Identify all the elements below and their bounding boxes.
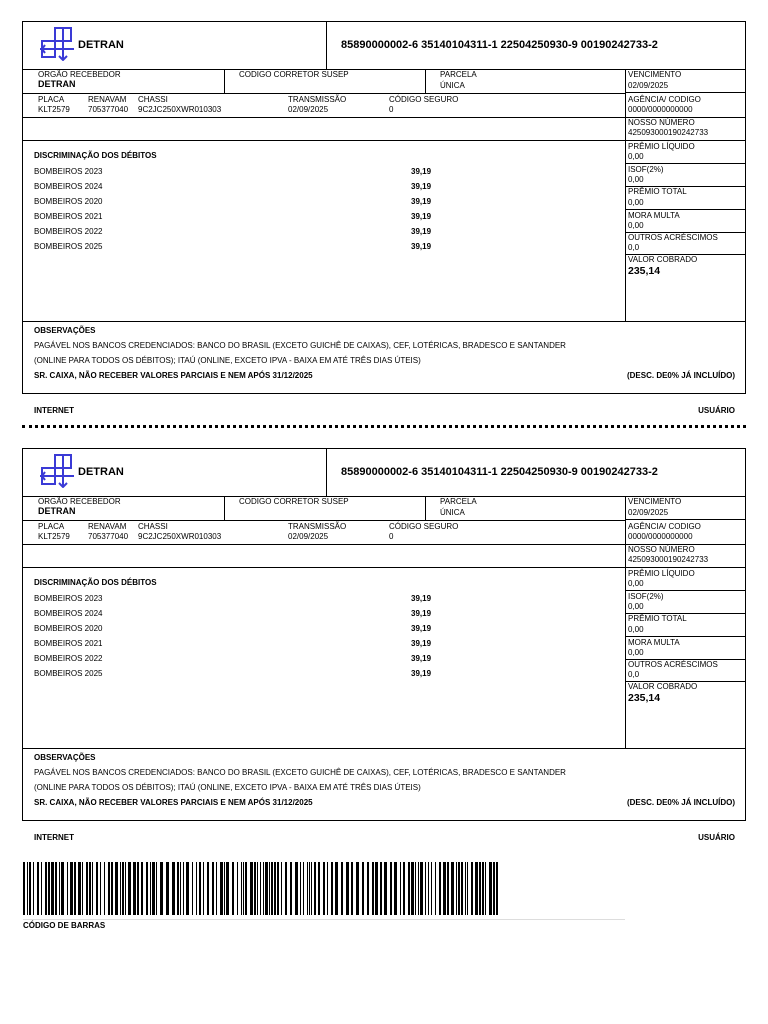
transmissao-value: 02/09/2025 — [288, 105, 329, 114]
debito-item-name: BOMBEIROS 2024 — [34, 609, 103, 618]
debito-item-name: BOMBEIROS 2023 — [34, 594, 103, 603]
premio-total-value: 0,00 — [628, 625, 644, 634]
debito-item-value: 39,19 — [411, 212, 432, 221]
placa-label: PLACA — [38, 95, 65, 104]
internet-label: INTERNET — [34, 406, 74, 415]
chassi-label: CHASSI — [138, 522, 168, 531]
placa-value: KLT2579 — [38, 105, 70, 114]
observacoes-line-2: (ONLINE PARA TODOS OS DÉBITOS); ITAÚ (ONLINE, EXCETO IPVA - BAIXA EM ATÉ TRÊS DIAS ÚTEIS) — [34, 783, 421, 792]
usuario-label: USUÁRIO — [698, 833, 735, 842]
debito-item-name: BOMBEIROS 2020 — [34, 624, 103, 633]
codigo-seguro-value: 0 — [389, 532, 394, 541]
debito-item-name: BOMBEIROS 2023 — [34, 167, 103, 176]
desconto-note: (DESC. DE0% JÁ INCLUÍDO) — [626, 798, 735, 807]
barcode-label: CÓDIGO DE BARRAS — [23, 921, 106, 930]
premio-liquido-label: PRÊMIO LÍQUIDO — [628, 569, 695, 578]
mora-value: 0,00 — [628, 648, 644, 657]
premio-liquido-label: PRÊMIO LÍQUIDO — [628, 142, 695, 151]
premio-total-label: PRÊMIO TOTAL — [628, 614, 687, 623]
outros-value: 0,0 — [628, 243, 640, 252]
transmissao-label: TRANSMISSÃO — [288, 95, 347, 104]
chassi-value: 9C2JC250XWR010303 — [138, 532, 222, 541]
agencia-label: AGÊNCIA/ CODIGO — [628, 522, 701, 531]
observacoes-line-1: PAGÁVEL NOS BANCOS CREDENCIADOS: BANCO DO BRASIL (EXCETO GUICHÊ DE CAIXAS), CEF, LOTÉRICAS, BRADESCO E SANTANDER — [34, 768, 566, 777]
isof-value: 0,00 — [628, 175, 644, 184]
isof-label: ISOF(2%) — [628, 165, 664, 174]
observacoes-line-2: (ONLINE PARA TODOS OS DÉBITOS); ITAÚ (ONLINE, EXCETO IPVA - BAIXA EM ATÉ TRÊS DIAS ÚTEIS) — [34, 356, 421, 365]
debito-item-value: 39,19 — [411, 624, 432, 633]
digitable-line: 85890000002-6 35140104311-1 22504250930-9 00190242733-2 — [341, 466, 658, 478]
nosso-numero-label: NOSSO NÚMERO — [628, 118, 695, 127]
isof-label: ISOF(2%) — [628, 592, 664, 601]
chassi-label: CHASSI — [138, 95, 168, 104]
debito-item-name: BOMBEIROS 2024 — [34, 182, 103, 191]
nosso-numero-value: 425093000190242733 — [628, 555, 709, 564]
premio-total-label: PRÊMIO TOTAL — [628, 187, 687, 196]
mora-label: MORA MULTA — [628, 211, 680, 220]
agencia-label: AGÊNCIA/ CODIGO — [628, 95, 701, 104]
transmissao-label: TRANSMISSÃO — [288, 522, 347, 531]
debito-item-name: BOMBEIROS 2021 — [34, 212, 103, 221]
premio-total-value: 0,00 — [628, 198, 644, 207]
vencimento-label: VENCIMENTO — [628, 497, 682, 506]
nosso-numero-label: NOSSO NÚMERO — [628, 545, 695, 554]
debito-item-name: BOMBEIROS 2022 — [34, 227, 103, 236]
mora-label: MORA MULTA — [628, 638, 680, 647]
debito-item-name: BOMBEIROS 2021 — [34, 639, 103, 648]
renavam-value: 705377040 — [88, 532, 129, 541]
outros-label: OUTROS ACRÉSCIMOS — [628, 233, 718, 242]
chassi-value: 9C2JC250XWR010303 — [138, 105, 222, 114]
placa-value: KLT2579 — [38, 532, 70, 541]
observacoes-line-1: PAGÁVEL NOS BANCOS CREDENCIADOS: BANCO DO BRASIL (EXCETO GUICHÊ DE CAIXAS), CEF, LOTÉRICAS, BRADESCO E SANTANDER — [34, 341, 566, 350]
corretor-label: CODIGO CORRETOR SUSEP — [239, 497, 349, 506]
premio-liquido-value: 0,00 — [628, 152, 644, 161]
brand-name: DETRAN — [78, 39, 124, 51]
debito-item-value: 39,19 — [411, 654, 432, 663]
payment-slip-top — [22, 21, 746, 415]
debitos-title: DISCRIMINAÇÃO DOS DÉBITOS — [34, 151, 157, 160]
vencimento-value: 02/09/2025 — [628, 81, 669, 90]
parcela-value: ÚNICA — [440, 508, 465, 517]
codigo-seguro-value: 0 — [389, 105, 394, 114]
observacoes-title: OBSERVAÇÕES — [34, 326, 96, 335]
desconto-note: (DESC. DE0% JÁ INCLUÍDO) — [626, 371, 735, 380]
barcode-divider — [23, 919, 625, 920]
observacoes-title: OBSERVAÇÕES — [34, 753, 96, 762]
debito-item-name: BOMBEIROS 2025 — [34, 669, 103, 678]
observacoes-line-3: SR. CAIXA, NÃO RECEBER VALORES PARCIAIS E NEM APÓS 31/12/2025 — [34, 371, 313, 380]
vencimento-value: 02/09/2025 — [628, 508, 669, 517]
vencimento-label: VENCIMENTO — [628, 70, 682, 79]
barcode — [23, 862, 501, 915]
observacoes-line-3: SR. CAIXA, NÃO RECEBER VALORES PARCIAIS E NEM APÓS 31/12/2025 — [34, 798, 313, 807]
detran-logo-icon — [40, 27, 74, 61]
parcela-label: PARCELA — [440, 70, 477, 79]
debito-item-value: 39,19 — [411, 242, 432, 251]
orgao-value: DETRAN — [38, 79, 76, 89]
debitos-title: DISCRIMINAÇÃO DOS DÉBITOS — [34, 578, 157, 587]
usuario-label: USUÁRIO — [698, 406, 735, 415]
valor-cobrado-label: VALOR COBRADO — [628, 682, 698, 691]
codigo-seguro-label: CÓDIGO SEGURO — [389, 522, 459, 531]
parcela-label: PARCELA — [440, 497, 477, 506]
internet-label: INTERNET — [34, 833, 74, 842]
parcela-value: ÚNICA — [440, 81, 465, 90]
agencia-value: 0000/0000000000 — [628, 532, 693, 541]
outros-label: OUTROS ACRÉSCIMOS — [628, 660, 718, 669]
debito-item-value: 39,19 — [411, 197, 432, 206]
codigo-seguro-label: CÓDIGO SEGURO — [389, 95, 459, 104]
valor-cobrado-value: 235,14 — [628, 692, 661, 704]
debito-item-value: 39,19 — [411, 609, 432, 618]
orgao-value: DETRAN — [38, 506, 76, 516]
renavam-label: RENAVAM — [88, 522, 127, 531]
debito-item-name: BOMBEIROS 2025 — [34, 242, 103, 251]
debito-item-value: 39,19 — [411, 669, 432, 678]
debito-item-value: 39,19 — [411, 167, 432, 176]
debito-item-value: 39,19 — [411, 182, 432, 191]
agencia-value: 0000/0000000000 — [628, 105, 693, 114]
brand-name: DETRAN — [78, 466, 124, 478]
debito-item-name: BOMBEIROS 2020 — [34, 197, 103, 206]
valor-cobrado-value: 235,14 — [628, 265, 661, 277]
renavam-label: RENAVAM — [88, 95, 127, 104]
orgao-label: ORGÃO RECEBEDOR — [38, 70, 121, 79]
debito-item-value: 39,19 — [411, 227, 432, 236]
isof-value: 0,00 — [628, 602, 644, 611]
renavam-value: 705377040 — [88, 105, 129, 114]
valor-cobrado-label: VALOR COBRADO — [628, 255, 698, 264]
corretor-label: CODIGO CORRETOR SUSEP — [239, 70, 349, 79]
orgao-label: ORGÃO RECEBEDOR — [38, 497, 121, 506]
mora-value: 0,00 — [628, 221, 644, 230]
cut-line — [22, 425, 746, 428]
outros-value: 0,0 — [628, 670, 640, 679]
debito-item-value: 39,19 — [411, 639, 432, 648]
payment-slip-bottom — [22, 448, 746, 842]
debito-item-value: 39,19 — [411, 594, 432, 603]
placa-label: PLACA — [38, 522, 65, 531]
premio-liquido-value: 0,00 — [628, 579, 644, 588]
digitable-line: 85890000002-6 35140104311-1 22504250930-9 00190242733-2 — [341, 39, 658, 51]
transmissao-value: 02/09/2025 — [288, 532, 329, 541]
nosso-numero-value: 425093000190242733 — [628, 128, 709, 137]
detran-logo-icon — [40, 454, 74, 488]
debito-item-name: BOMBEIROS 2022 — [34, 654, 103, 663]
